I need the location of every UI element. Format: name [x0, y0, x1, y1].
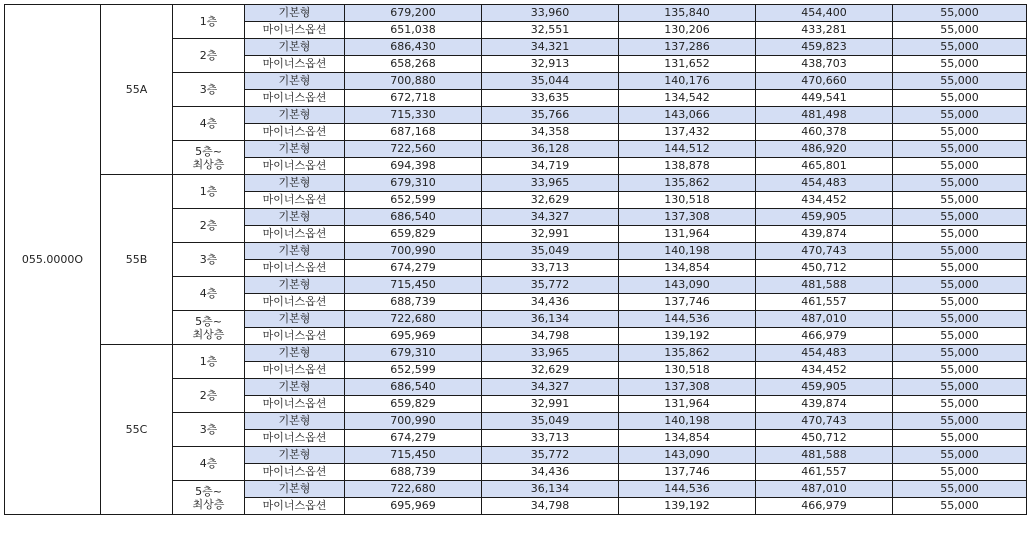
- price-value-cell: 722,680: [345, 311, 482, 328]
- price-value-cell: 32,629: [482, 362, 619, 379]
- price-value-cell: 140,198: [619, 413, 756, 430]
- price-value-cell: 144,536: [619, 481, 756, 498]
- price-value-cell: 470,743: [756, 413, 893, 430]
- option-type-cell: 기본형: [245, 141, 345, 158]
- price-value-cell: 139,192: [619, 328, 756, 345]
- floor-cell: [173, 413, 245, 447]
- price-value-cell: 55,000: [893, 464, 1027, 481]
- price-value-cell: 466,979: [756, 328, 893, 345]
- floor-cell: [173, 481, 245, 515]
- price-value-cell: 144,512: [619, 141, 756, 158]
- floor-cell: [173, 107, 245, 141]
- price-value-cell: 659,829: [345, 396, 482, 413]
- price-table-body: [5, 5, 1027, 515]
- price-value-cell: 35,044: [482, 73, 619, 90]
- option-type-cell: 마이너스옵션: [245, 124, 345, 141]
- price-value-cell: 134,854: [619, 430, 756, 447]
- price-value-cell: 55,000: [893, 90, 1027, 107]
- price-value-cell: 651,038: [345, 22, 482, 39]
- floor-label: 5층~: [195, 144, 222, 158]
- option-type-cell: 마이너스옵션: [245, 56, 345, 73]
- floor-cell: [173, 379, 245, 413]
- price-value-cell: 36,134: [482, 481, 619, 498]
- price-value-cell: 687,168: [345, 124, 482, 141]
- floor-cell: [173, 39, 245, 73]
- price-value-cell: 134,542: [619, 90, 756, 107]
- price-value-cell: 55,000: [893, 413, 1027, 430]
- option-type-cell: 마이너스옵션: [245, 464, 345, 481]
- price-value-cell: 55,000: [893, 345, 1027, 362]
- floor-cell: [173, 243, 245, 277]
- price-value-cell: 700,990: [345, 243, 482, 260]
- price-value-cell: 135,862: [619, 175, 756, 192]
- option-type-cell: 기본형: [245, 107, 345, 124]
- floor-label-sub: 최상층: [192, 327, 225, 341]
- floor-label: 2층: [199, 219, 218, 232]
- price-value-cell: 144,536: [619, 311, 756, 328]
- option-type-cell: 마이너스옵션: [245, 260, 345, 277]
- price-value-cell: 55,000: [893, 124, 1027, 141]
- price-value-cell: 33,965: [482, 175, 619, 192]
- floor-cell: [173, 141, 245, 175]
- option-type-cell: 기본형: [245, 5, 345, 22]
- price-value-cell: 674,279: [345, 260, 482, 277]
- price-value-cell: 454,483: [756, 175, 893, 192]
- price-value-cell: 459,823: [756, 39, 893, 56]
- price-value-cell: 34,327: [482, 379, 619, 396]
- price-value-cell: 32,991: [482, 396, 619, 413]
- price-value-cell: 34,719: [482, 158, 619, 175]
- price-value-cell: 55,000: [893, 277, 1027, 294]
- option-type-cell: 마이너스옵션: [245, 226, 345, 243]
- option-type-cell: 기본형: [245, 39, 345, 56]
- price-value-cell: 434,452: [756, 192, 893, 209]
- price-value-cell: 487,010: [756, 311, 893, 328]
- price-value-cell: 138,878: [619, 158, 756, 175]
- price-value-cell: 700,990: [345, 413, 482, 430]
- price-value-cell: 652,599: [345, 362, 482, 379]
- price-value-cell: 55,000: [893, 311, 1027, 328]
- price-value-cell: 466,979: [756, 498, 893, 515]
- price-value-cell: 34,436: [482, 464, 619, 481]
- price-value-cell: 55,000: [893, 481, 1027, 498]
- price-value-cell: 143,090: [619, 277, 756, 294]
- price-value-cell: 34,321: [482, 39, 619, 56]
- unit-type-cell: 55B: [101, 175, 173, 345]
- price-value-cell: 434,452: [756, 362, 893, 379]
- price-value-cell: 439,874: [756, 226, 893, 243]
- price-value-cell: 450,712: [756, 260, 893, 277]
- table-row: [5, 175, 1027, 192]
- price-value-cell: 694,398: [345, 158, 482, 175]
- price-value-cell: 55,000: [893, 73, 1027, 90]
- price-value-cell: 481,588: [756, 277, 893, 294]
- floor-label: 1층: [199, 185, 218, 198]
- price-value-cell: 55,000: [893, 192, 1027, 209]
- price-value-cell: 55,000: [893, 379, 1027, 396]
- price-value-cell: 35,772: [482, 277, 619, 294]
- price-value-cell: 55,000: [893, 328, 1027, 345]
- option-type-cell: 기본형: [245, 447, 345, 464]
- price-value-cell: 34,358: [482, 124, 619, 141]
- price-value-cell: 34,798: [482, 498, 619, 515]
- option-type-cell: 기본형: [245, 277, 345, 294]
- price-value-cell: 55,000: [893, 158, 1027, 175]
- price-value-cell: 34,327: [482, 209, 619, 226]
- option-type-cell: 마이너스옵션: [245, 22, 345, 39]
- option-type-cell: 마이너스옵션: [245, 158, 345, 175]
- price-value-cell: 722,560: [345, 141, 482, 158]
- price-value-cell: 55,000: [893, 498, 1027, 515]
- price-value-cell: 137,308: [619, 379, 756, 396]
- price-value-cell: 32,551: [482, 22, 619, 39]
- option-type-cell: 마이너스옵션: [245, 430, 345, 447]
- price-value-cell: 131,652: [619, 56, 756, 73]
- floor-label: 4층: [199, 117, 218, 130]
- option-type-cell: 기본형: [245, 209, 345, 226]
- price-value-cell: 35,049: [482, 413, 619, 430]
- unit-type-cell: 55C: [101, 345, 173, 515]
- price-value-cell: 433,281: [756, 22, 893, 39]
- floor-label: 3층: [199, 423, 218, 436]
- price-value-cell: 695,969: [345, 498, 482, 515]
- price-value-cell: 131,964: [619, 226, 756, 243]
- price-value-cell: 459,905: [756, 379, 893, 396]
- floor-cell: [173, 209, 245, 243]
- floor-label: 5층~: [195, 484, 222, 498]
- option-type-cell: 마이너스옵션: [245, 396, 345, 413]
- price-value-cell: 55,000: [893, 294, 1027, 311]
- floor-label: 1층: [199, 355, 218, 368]
- price-value-cell: 439,874: [756, 396, 893, 413]
- price-value-cell: 686,540: [345, 209, 482, 226]
- price-value-cell: 33,713: [482, 260, 619, 277]
- price-value-cell: 55,000: [893, 209, 1027, 226]
- floor-label: 3층: [199, 83, 218, 96]
- price-value-cell: 481,588: [756, 447, 893, 464]
- price-value-cell: 470,743: [756, 243, 893, 260]
- price-value-cell: 137,432: [619, 124, 756, 141]
- price-value-cell: 460,378: [756, 124, 893, 141]
- price-value-cell: 34,798: [482, 328, 619, 345]
- price-value-cell: 55,000: [893, 260, 1027, 277]
- price-value-cell: 450,712: [756, 430, 893, 447]
- price-value-cell: 679,200: [345, 5, 482, 22]
- price-value-cell: 695,969: [345, 328, 482, 345]
- price-value-cell: 672,718: [345, 90, 482, 107]
- price-value-cell: 137,746: [619, 464, 756, 481]
- price-value-cell: 33,965: [482, 345, 619, 362]
- option-type-cell: 마이너스옵션: [245, 498, 345, 515]
- price-value-cell: 130,518: [619, 192, 756, 209]
- price-value-cell: 438,703: [756, 56, 893, 73]
- price-value-cell: 55,000: [893, 107, 1027, 124]
- floor-cell: [173, 311, 245, 345]
- floor-cell: [173, 175, 245, 209]
- price-value-cell: 36,134: [482, 311, 619, 328]
- price-value-cell: 55,000: [893, 39, 1027, 56]
- floor-label: 4층: [199, 457, 218, 470]
- price-value-cell: 715,450: [345, 447, 482, 464]
- price-value-cell: 135,840: [619, 5, 756, 22]
- price-value-cell: 674,279: [345, 430, 482, 447]
- price-value-cell: 140,176: [619, 73, 756, 90]
- option-type-cell: 기본형: [245, 73, 345, 90]
- price-value-cell: 652,599: [345, 192, 482, 209]
- price-value-cell: 36,128: [482, 141, 619, 158]
- price-value-cell: 143,066: [619, 107, 756, 124]
- price-table: [4, 4, 1027, 515]
- option-type-cell: 마이너스옵션: [245, 294, 345, 311]
- option-type-cell: 마이너스옵션: [245, 90, 345, 107]
- option-type-cell: 마이너스옵션: [245, 328, 345, 345]
- price-value-cell: 55,000: [893, 22, 1027, 39]
- price-value-cell: 486,920: [756, 141, 893, 158]
- option-type-cell: 마이너스옵션: [245, 192, 345, 209]
- price-value-cell: 33,713: [482, 430, 619, 447]
- price-value-cell: 722,680: [345, 481, 482, 498]
- price-value-cell: 715,450: [345, 277, 482, 294]
- price-value-cell: 55,000: [893, 141, 1027, 158]
- price-value-cell: 55,000: [893, 447, 1027, 464]
- price-value-cell: 461,557: [756, 294, 893, 311]
- table-row: [5, 345, 1027, 362]
- price-value-cell: 454,483: [756, 345, 893, 362]
- option-type-cell: 마이너스옵션: [245, 362, 345, 379]
- floor-cell: [173, 447, 245, 481]
- price-value-cell: 55,000: [893, 175, 1027, 192]
- floor-label: 1층: [199, 15, 218, 28]
- price-value-cell: 715,330: [345, 107, 482, 124]
- price-value-cell: 459,905: [756, 209, 893, 226]
- price-value-cell: 454,400: [756, 5, 893, 22]
- price-value-cell: 137,746: [619, 294, 756, 311]
- price-value-cell: 55,000: [893, 226, 1027, 243]
- price-value-cell: 487,010: [756, 481, 893, 498]
- price-value-cell: 679,310: [345, 175, 482, 192]
- floor-cell: [173, 5, 245, 39]
- price-value-cell: 137,308: [619, 209, 756, 226]
- price-value-cell: 461,557: [756, 464, 893, 481]
- price-value-cell: 140,198: [619, 243, 756, 260]
- option-type-cell: 기본형: [245, 243, 345, 260]
- price-value-cell: 55,000: [893, 243, 1027, 260]
- option-type-cell: 기본형: [245, 175, 345, 192]
- price-value-cell: 55,000: [893, 430, 1027, 447]
- option-type-cell: 기본형: [245, 413, 345, 430]
- price-value-cell: 55,000: [893, 56, 1027, 73]
- complex-code-cell: 055.0000O: [5, 5, 101, 515]
- price-value-cell: 32,991: [482, 226, 619, 243]
- price-value-cell: 470,660: [756, 73, 893, 90]
- unit-type-cell: 55A: [101, 5, 173, 175]
- price-value-cell: 130,518: [619, 362, 756, 379]
- floor-label: 2층: [199, 49, 218, 62]
- price-value-cell: 35,772: [482, 447, 619, 464]
- price-value-cell: 35,766: [482, 107, 619, 124]
- floor-cell: [173, 277, 245, 311]
- floor-label: 5층~: [195, 314, 222, 328]
- floor-label: 2층: [199, 389, 218, 402]
- price-value-cell: 688,739: [345, 464, 482, 481]
- price-value-cell: 55,000: [893, 396, 1027, 413]
- floor-label-sub: 최상층: [192, 497, 225, 511]
- option-type-cell: 기본형: [245, 379, 345, 396]
- floor-cell: [173, 73, 245, 107]
- price-value-cell: 55,000: [893, 362, 1027, 379]
- price-value-cell: 139,192: [619, 498, 756, 515]
- price-value-cell: 686,540: [345, 379, 482, 396]
- price-value-cell: 32,629: [482, 192, 619, 209]
- floor-label: 3층: [199, 253, 218, 266]
- floor-label: 4층: [199, 287, 218, 300]
- price-value-cell: 679,310: [345, 345, 482, 362]
- floor-label-sub: 최상층: [192, 157, 225, 171]
- price-value-cell: 130,206: [619, 22, 756, 39]
- price-value-cell: 700,880: [345, 73, 482, 90]
- price-value-cell: 143,090: [619, 447, 756, 464]
- price-value-cell: 33,635: [482, 90, 619, 107]
- option-type-cell: 기본형: [245, 481, 345, 498]
- option-type-cell: 기본형: [245, 345, 345, 362]
- price-value-cell: 55,000: [893, 5, 1027, 22]
- price-value-cell: 135,862: [619, 345, 756, 362]
- price-value-cell: 659,829: [345, 226, 482, 243]
- price-value-cell: 131,964: [619, 396, 756, 413]
- option-type-cell: 기본형: [245, 311, 345, 328]
- price-value-cell: 449,541: [756, 90, 893, 107]
- price-value-cell: 481,498: [756, 107, 893, 124]
- price-value-cell: 32,913: [482, 56, 619, 73]
- floor-cell: [173, 345, 245, 379]
- table-row: [5, 5, 1027, 22]
- price-value-cell: 34,436: [482, 294, 619, 311]
- price-value-cell: 686,430: [345, 39, 482, 56]
- price-value-cell: 33,960: [482, 5, 619, 22]
- price-value-cell: 658,268: [345, 56, 482, 73]
- price-value-cell: 35,049: [482, 243, 619, 260]
- price-value-cell: 134,854: [619, 260, 756, 277]
- price-value-cell: 465,801: [756, 158, 893, 175]
- price-value-cell: 688,739: [345, 294, 482, 311]
- price-value-cell: 137,286: [619, 39, 756, 56]
